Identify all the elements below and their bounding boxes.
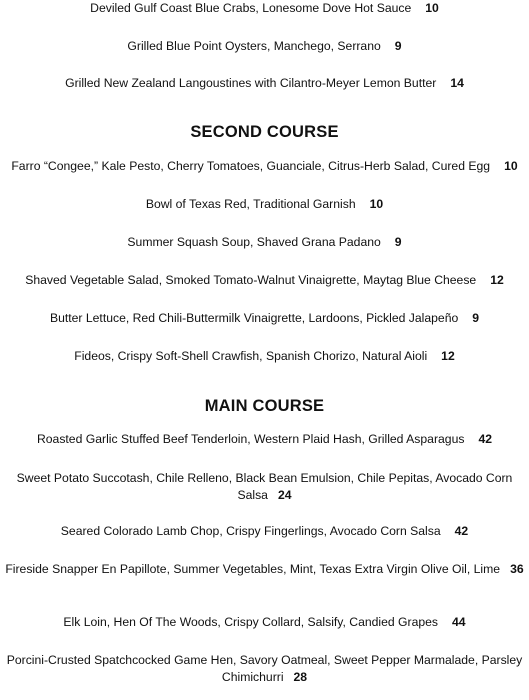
menu-item (0, 75, 529, 92)
menu-item (0, 310, 529, 327)
menu-item (0, 523, 529, 540)
item-price: 9 (472, 311, 480, 325)
menu-item (0, 431, 529, 448)
item-name: Bowl of Texas Red, Traditional Garnish (145, 197, 356, 211)
menu-item (0, 38, 529, 55)
menu-item (0, 652, 529, 686)
item-price: 24 (277, 488, 292, 502)
item-name: Grilled New Zealand Langoustines with Cilantro-Meyer Lemon Butter (65, 76, 437, 90)
item-price: 9 (394, 39, 402, 53)
item-name: Porcini-Crusted Spatchcocked Game Hen, Savory Oatmeal, Sweet Pepper Marmalade, Parsley Chimichurri (6, 653, 523, 684)
item-price: 36 (510, 562, 524, 576)
menu-item (0, 0, 529, 17)
item-price: 12 (441, 349, 455, 363)
item-name: Shaved Vegetable Salad, Smoked Tomato-Walnut Vinaigrette, Maytag Blue Cheese (25, 273, 477, 287)
menu-item (0, 614, 529, 631)
item-price: 10 (369, 197, 384, 211)
item-name: Grilled Blue Point Oysters, Manchego, Serrano (127, 39, 381, 53)
item-name: Sweet Potato Succotash, Chile Relleno, Black Bean Emulsion, Chile Pepitas, Avocado Corn Salsa (16, 471, 513, 502)
menu-item (0, 470, 529, 504)
item-price: 14 (450, 76, 464, 90)
item-name: Fideos, Crispy Soft-Shell Crawfish, Spanish Chorizo, Natural Aioli (74, 349, 428, 363)
item-name: Farro “Congee,” Kale Pesto, Cherry Tomatoes, Guanciale, Citrus-Herb Salad, Cured Egg (11, 159, 491, 173)
item-name: Summer Squash Soup, Shaved Grana Padano (127, 235, 381, 249)
item-price: 42 (454, 524, 469, 538)
item-price: 10 (504, 159, 518, 173)
item-name: Roasted Garlic Stuffed Beef Tenderloin, Western Plaid Hash, Grilled Asparagus (36, 432, 465, 446)
section-heading-main-course: MAIN COURSE (204, 397, 325, 415)
section-heading-second-course: SECOND COURSE (190, 123, 339, 141)
item-price: 28 (293, 670, 308, 684)
menu-item (0, 158, 529, 175)
menu-item (0, 196, 529, 213)
item-name: Elk Loin, Hen Of The Woods, Crispy Collard, Salsify, Candied Grapes (63, 615, 439, 629)
item-price: 10 (425, 1, 439, 15)
item-price: 42 (478, 432, 493, 446)
item-name: Seared Colorado Lamb Chop, Crispy Fingerlings, Avocado Corn Salsa (60, 524, 441, 538)
item-name: Fireside Snapper En Papillote, Summer Vegetables, Mint, Texas Extra Virgin Olive Oil, Lime (5, 562, 501, 576)
menu-item (0, 234, 529, 251)
menu-item (0, 348, 529, 365)
item-price: 12 (490, 273, 504, 287)
item-price: 44 (452, 615, 466, 629)
item-price: 9 (394, 235, 402, 249)
item-name: Butter Lettuce, Red Chili-Buttermilk Vinaigrette, Lardoons, Pickled Jalapeño (49, 311, 459, 325)
menu-item (0, 272, 529, 289)
menu-item (0, 561, 529, 578)
item-name: Deviled Gulf Coast Blue Crabs, Lonesome Dove Hot Sauce (90, 1, 412, 15)
